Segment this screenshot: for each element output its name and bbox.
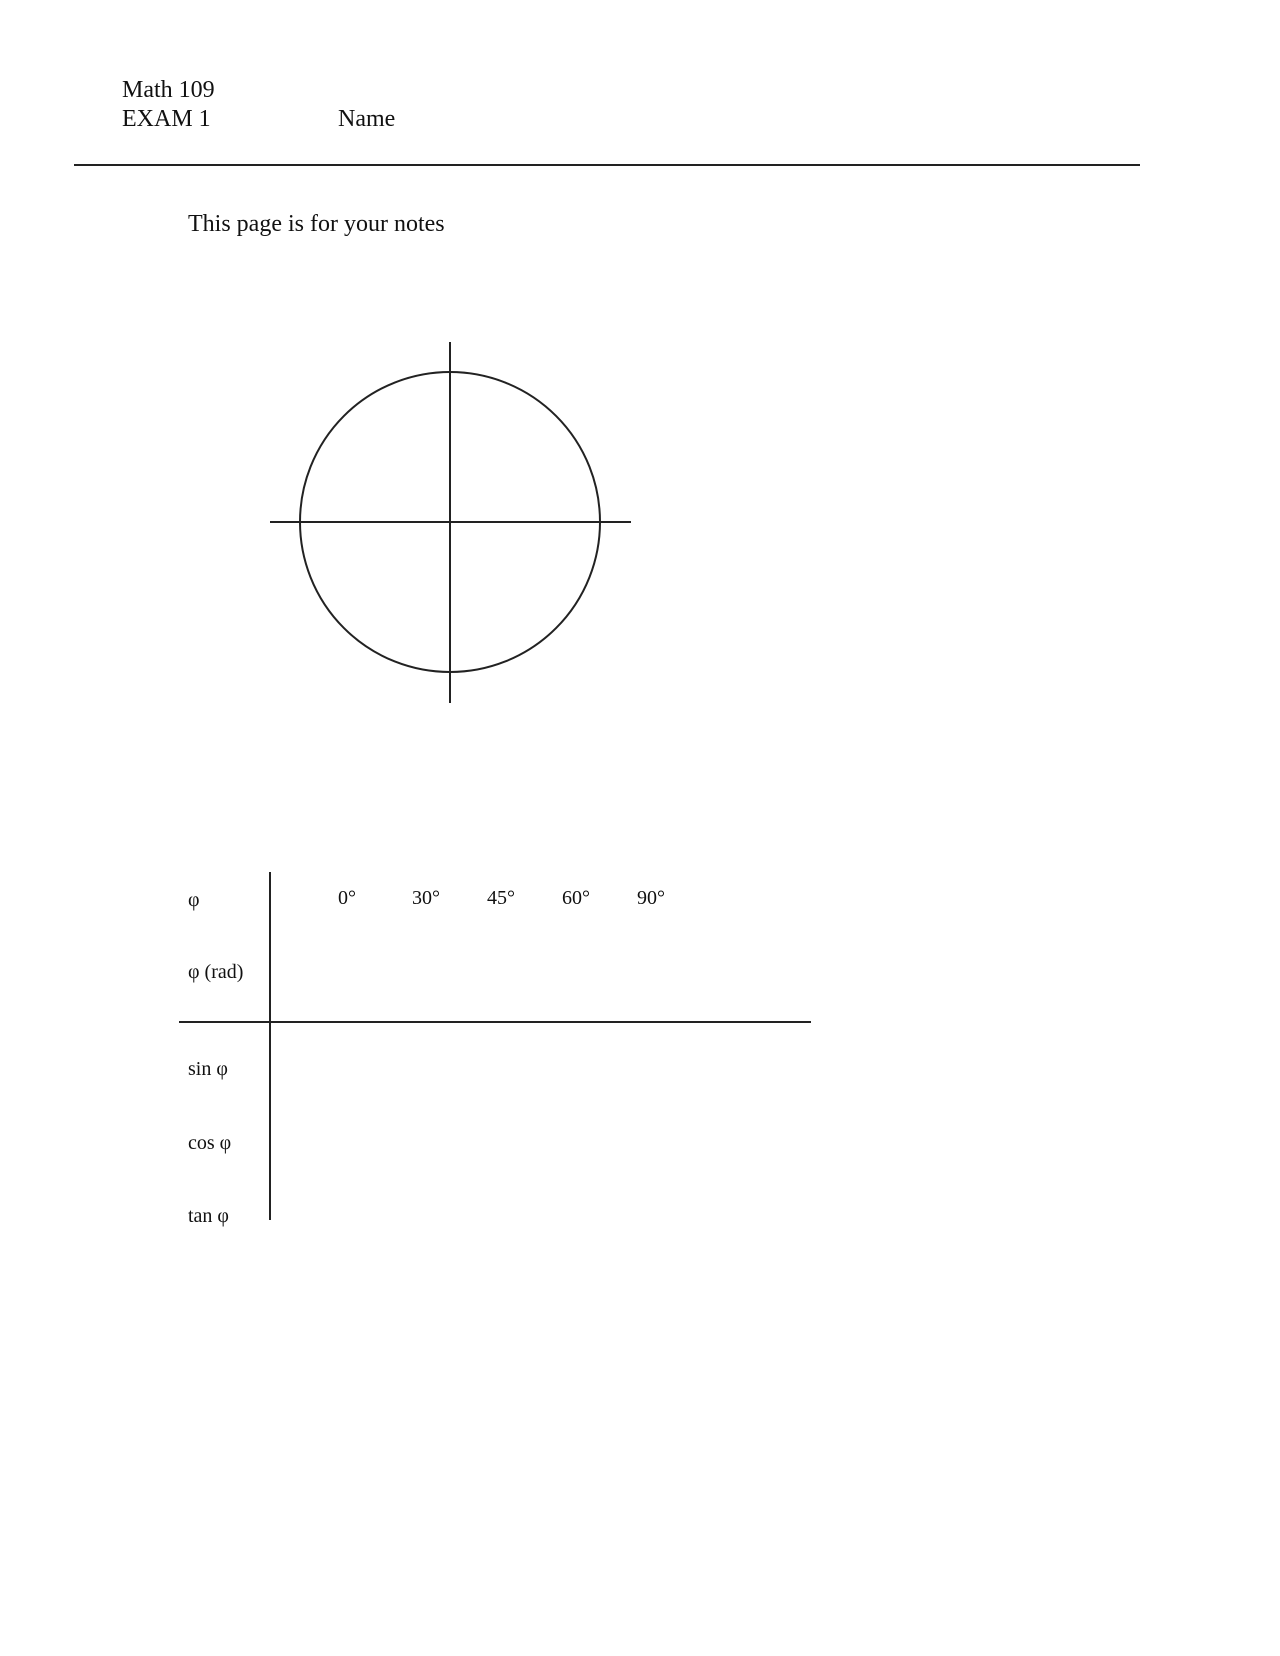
row-label-phi-rad: φ (rad) (188, 961, 244, 983)
angle-header-30: 30° (412, 887, 440, 909)
row-label-phi: φ (188, 889, 200, 911)
angle-header-90: 90° (637, 887, 665, 909)
exam-title: EXAM 1 (122, 106, 211, 132)
angle-header-0: 0° (338, 887, 356, 909)
row-label-sin: sin φ (188, 1058, 228, 1080)
table-horizontal-divider (179, 1021, 811, 1023)
table-vertical-divider (269, 872, 271, 1220)
row-label-tan: tan φ (188, 1205, 229, 1227)
angle-header-60: 60° (562, 887, 590, 909)
name-label: Name (338, 106, 396, 132)
course-title: Math 109 (122, 77, 215, 103)
notes-instruction: This page is for your notes (188, 211, 445, 237)
row-label-cos: cos φ (188, 1132, 232, 1154)
angle-header-45: 45° (487, 887, 515, 909)
